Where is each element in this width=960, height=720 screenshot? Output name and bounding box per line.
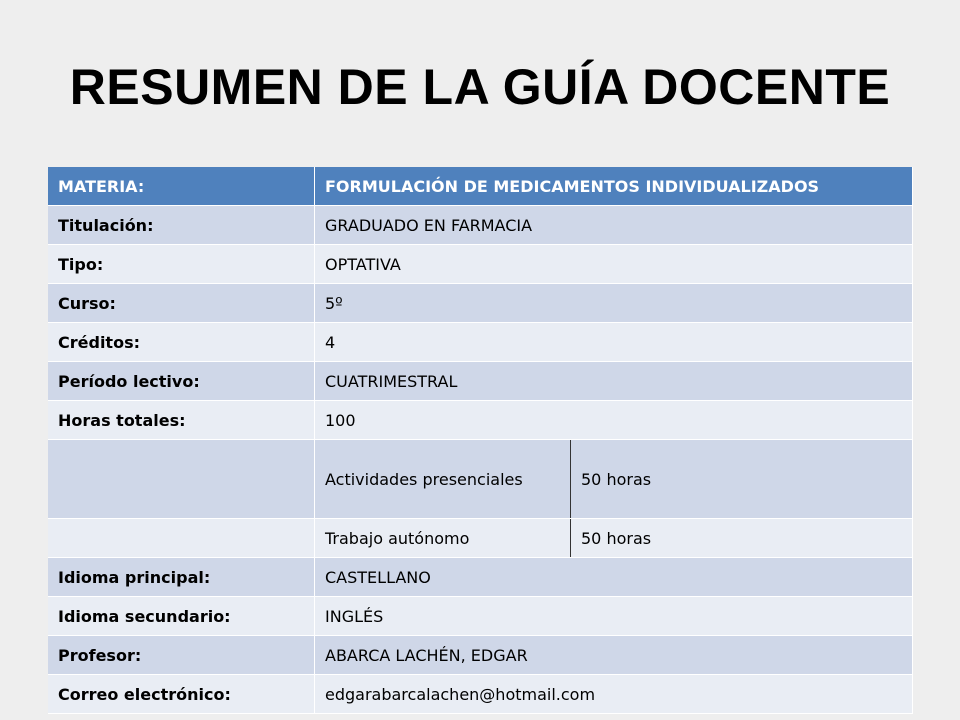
page-title: RESUMEN DE LA GUÍA DOCENTE xyxy=(69,59,891,115)
table-row xyxy=(48,206,913,245)
row-label: Créditos: xyxy=(48,323,315,362)
row-value: ABARCA LACHÉN, EDGAR xyxy=(315,636,913,675)
course-summary-table xyxy=(48,167,913,714)
row-value: CASTELLANO xyxy=(315,558,913,597)
row-label-empty xyxy=(48,440,315,519)
row-value: OPTATIVA xyxy=(315,245,913,284)
table-row xyxy=(48,597,913,636)
row-label-empty xyxy=(48,519,315,558)
table-row xyxy=(48,675,913,714)
table-header-row xyxy=(48,167,913,206)
row-label: Tipo: xyxy=(48,245,315,284)
table-row xyxy=(48,245,913,284)
table-row xyxy=(48,284,913,323)
activity-hours: 50 horas xyxy=(571,440,913,519)
row-label: Correo electrónico: xyxy=(48,675,315,714)
row-value: CUATRIMESTRAL xyxy=(315,362,913,401)
row-value: GRADUADO EN FARMACIA xyxy=(315,206,913,245)
table-row xyxy=(48,362,913,401)
email-value: edgarabarcalachen@hotmail.com xyxy=(315,675,913,714)
row-value: 4 xyxy=(315,323,913,362)
row-label: Horas totales: xyxy=(48,401,315,440)
activity-hours: 50 horas xyxy=(571,519,913,558)
row-label: Profesor: xyxy=(48,636,315,675)
table-row xyxy=(48,323,913,362)
row-label: Titulación: xyxy=(48,206,315,245)
activity-label: Trabajo autónomo xyxy=(315,519,571,558)
row-value: INGLÉS xyxy=(315,597,913,636)
row-label: Período lectivo: xyxy=(48,362,315,401)
row-label: Curso: xyxy=(48,284,315,323)
table-row xyxy=(48,401,913,440)
table-row xyxy=(48,558,913,597)
row-value: 100 xyxy=(315,401,913,440)
table-row-hours-breakdown xyxy=(48,440,913,519)
row-label: Idioma principal: xyxy=(48,558,315,597)
row-label: Idioma secundario: xyxy=(48,597,315,636)
row-value: 5º xyxy=(315,284,913,323)
table-row-hours-breakdown xyxy=(48,519,913,558)
subject-value: FORMULACIÓN DE MEDICAMENTOS INDIVIDUALIZADOS xyxy=(315,167,913,206)
activity-label: Actividades presenciales xyxy=(315,440,571,519)
subject-label: MATERIA: xyxy=(48,167,315,206)
table-row xyxy=(48,636,913,675)
